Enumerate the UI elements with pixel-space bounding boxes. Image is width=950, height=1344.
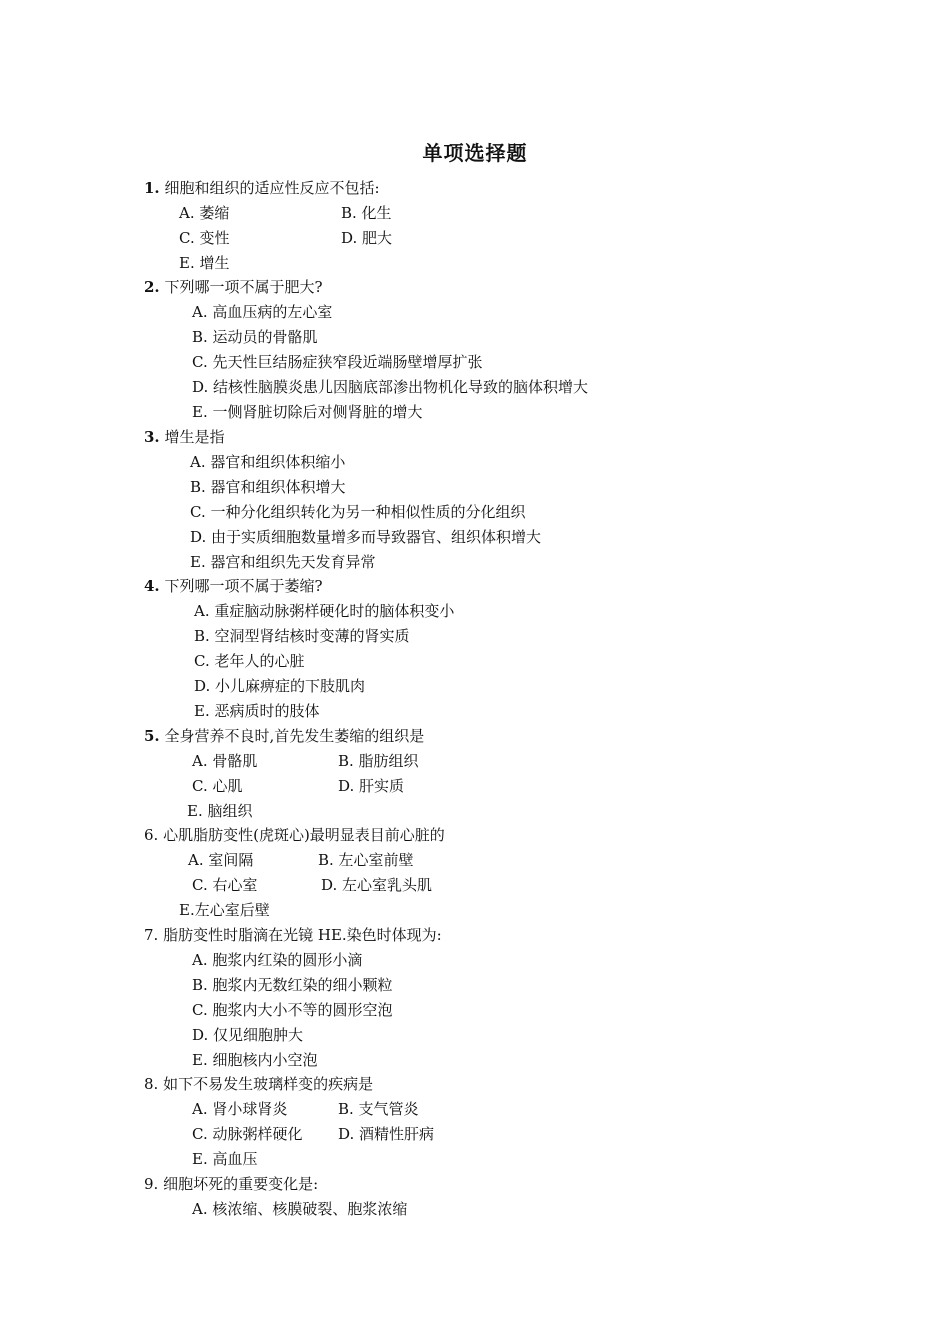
option: A. 器官和组织体积缩小 bbox=[190, 453, 346, 471]
option: D. 由于实质细胞数量增多而导致器官、组织体积增大 bbox=[190, 528, 542, 546]
page-title: 单项选择题 bbox=[422, 141, 528, 165]
option: D. 仅见细胞肿大 bbox=[192, 1026, 304, 1044]
question-number: 3. bbox=[144, 428, 160, 446]
question-8 bbox=[144, 1074, 373, 1094]
option: B. 化生 bbox=[341, 204, 392, 222]
option: D. 酒精性肝病 bbox=[338, 1125, 435, 1143]
option: B. 左心室前壁 bbox=[318, 851, 414, 869]
question-2 bbox=[144, 277, 323, 297]
option: D. 肥大 bbox=[341, 229, 393, 247]
option: A. 高血压病的左心室 bbox=[192, 303, 333, 321]
option: B. 空洞型肾结核时变薄的肾实质 bbox=[194, 627, 410, 645]
option: C. 先天性巨结肠症狭窄段近端肠壁增厚扩张 bbox=[192, 353, 483, 371]
question-number: 8. bbox=[144, 1075, 159, 1093]
option: C. 变性 bbox=[179, 229, 230, 247]
question-7 bbox=[144, 925, 442, 945]
question-text: 下列哪一项不属于肥大? bbox=[164, 278, 323, 296]
option: E. 脑组织 bbox=[187, 802, 253, 820]
question-text: 全身营养不良时,首先发生萎缩的组织是 bbox=[164, 727, 425, 745]
option: E. 器宫和组织先天发育异常 bbox=[190, 553, 376, 571]
option: A. 室间隔 bbox=[188, 851, 254, 869]
option: A. 重症脑动脉粥样硬化时的脑体积变小 bbox=[194, 602, 455, 620]
option: E. 一侧肾脏切除后对侧肾脏的增大 bbox=[192, 403, 423, 421]
option: B. 支气管炎 bbox=[338, 1100, 419, 1118]
question-number: 7. bbox=[144, 926, 159, 944]
question-text: 细胞坏死的重要变化是: bbox=[163, 1175, 319, 1193]
option: C. 心肌 bbox=[192, 777, 243, 795]
option: C. 老年人的心脏 bbox=[194, 652, 305, 670]
question-text: 如下不易发生玻璃样变的疾病是 bbox=[163, 1075, 374, 1093]
option: A. 骨骼肌 bbox=[192, 752, 258, 770]
question-9 bbox=[144, 1174, 318, 1194]
option: E. 恶病质时的肢体 bbox=[194, 702, 320, 720]
option: A. 萎缩 bbox=[179, 204, 230, 222]
question-text: 下列哪一项不属于萎缩? bbox=[164, 577, 323, 595]
question-4 bbox=[144, 576, 323, 596]
option: C. 胞浆内大小不等的圆形空泡 bbox=[192, 1001, 393, 1019]
option: B. 脂肪组织 bbox=[338, 752, 419, 770]
option: C. 右心室 bbox=[192, 876, 258, 894]
option: B. 胞浆内无数红染的细小颗粒 bbox=[192, 976, 393, 994]
question-number: 6. bbox=[144, 826, 159, 844]
option: D. 小儿麻痹症的下肢肌肉 bbox=[194, 677, 366, 695]
question-number: 9. bbox=[144, 1175, 159, 1193]
option: C. 一种分化组织转化为另一种相似性质的分化组织 bbox=[190, 503, 526, 521]
option: B. 器官和组织体积增大 bbox=[190, 478, 346, 496]
option: A. 核浓缩、核膜破裂、胞浆浓缩 bbox=[192, 1200, 408, 1218]
question-6 bbox=[144, 825, 445, 845]
question-text: 心肌脂肪变性(虎斑心)最明显表目前心脏的 bbox=[163, 826, 445, 844]
question-text: 细胞和组织的适应性反应不包括: bbox=[164, 179, 380, 197]
option: A. 胞浆内红染的圆形小滴 bbox=[192, 951, 363, 969]
option: B. 运动员的骨骼肌 bbox=[192, 328, 318, 346]
option: E. 细胞核内小空泡 bbox=[192, 1051, 318, 1069]
option: E. 增生 bbox=[179, 254, 230, 272]
question-1 bbox=[144, 178, 380, 198]
question-number: 4. bbox=[144, 577, 160, 595]
option: D. 结核性脑膜炎患儿因脑底部渗出物机化导致的脑体积增大 bbox=[192, 378, 589, 396]
question-5 bbox=[144, 726, 424, 746]
option: A. 肾小球肾炎 bbox=[192, 1100, 288, 1118]
option: E.左心室后壁 bbox=[179, 901, 270, 919]
option: D. 左心室乳头肌 bbox=[321, 876, 433, 894]
option: E. 高血压 bbox=[192, 1150, 258, 1168]
question-number: 5. bbox=[144, 727, 160, 745]
question-text: 脂肪变性时脂滴在光镜 HE.染色时体现为: bbox=[163, 926, 442, 944]
option: C. 动脉粥样硬化 bbox=[192, 1125, 303, 1143]
option: D. 肝实质 bbox=[338, 777, 405, 795]
question-number: 2. bbox=[144, 278, 160, 296]
question-text: 增生是指 bbox=[164, 428, 225, 446]
question-3 bbox=[144, 427, 224, 447]
question-number: 1. bbox=[144, 179, 160, 197]
